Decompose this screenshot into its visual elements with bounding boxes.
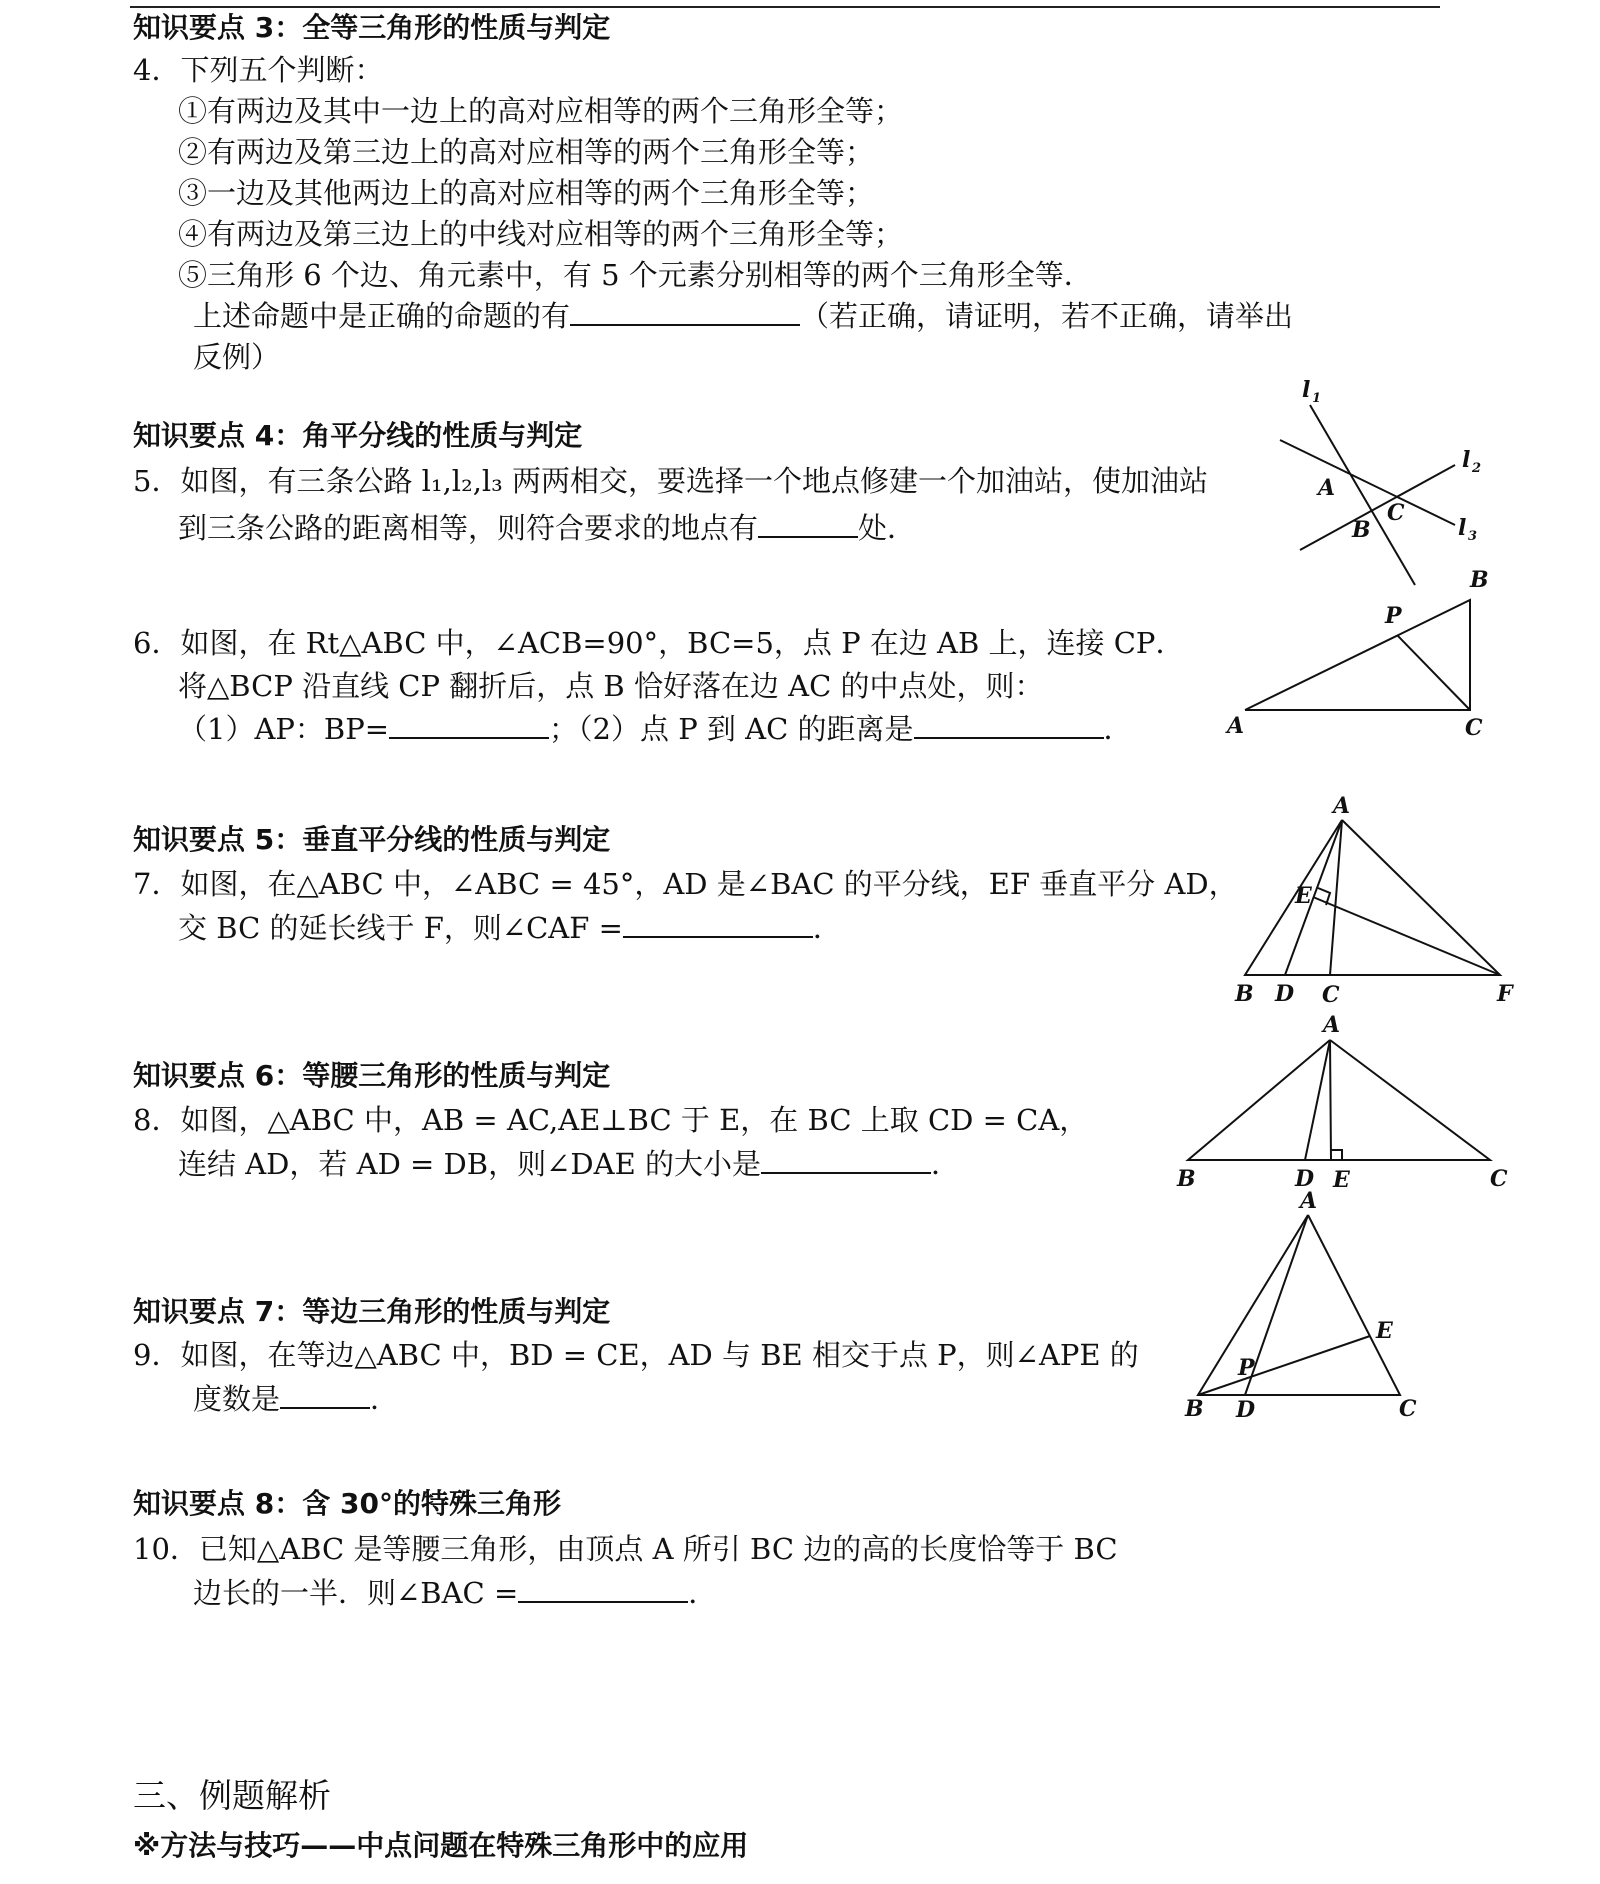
q5-line-2a: 到三条公路的距离相等，则符合要求的地点有 [178,511,759,545]
figure-q9-equilateral-triangle [1180,1188,1430,1423]
label-l2-sub: 2 [1472,461,1482,476]
top-rule [130,6,1440,8]
label-E: E [1376,1318,1393,1344]
label-l3: l [1458,515,1467,541]
q7-line-2 [178,910,842,946]
segment-EF [1313,897,1500,975]
segment-AE [1330,1040,1331,1160]
q9-line-2a: 度数是 [193,1382,281,1416]
label-l3-sub: 3 [1468,529,1478,544]
triangle-ABF [1245,820,1500,975]
q8-answer-blank[interactable] [761,1148,931,1174]
figure-q8-isosceles-triangle [1165,1010,1525,1193]
q10-line-2a: 边长的一半．则∠BAC = [193,1576,519,1610]
q7-answer-blank[interactable] [623,912,813,938]
q5-line-1: 5．如图，有三条公路 l₁,l₂,l₃ 两两相交，要选择一个地点修建一个加油站，使加油站 [133,464,1209,498]
label-B: B [1185,1396,1204,1422]
label-D: D [1295,1166,1315,1192]
label-l2: l [1462,447,1471,473]
q4-item-1: ①有两边及其中一边上的高对应相等的两个三角形全等； [178,94,904,128]
kp5-heading: 知识要点 5：垂直平分线的性质与判定 [133,823,611,856]
label-C: C [1387,500,1405,526]
q5-line-2 [178,510,916,546]
q5-answer-blank[interactable] [758,512,858,538]
triangle-ABC [1188,1040,1490,1160]
right-angle-mark-E [1331,1150,1342,1160]
label-A: A [1300,1188,1318,1214]
label-B: B [1235,981,1254,1007]
label-F: F [1497,981,1513,1007]
q9-answer-blank[interactable] [280,1383,370,1409]
label-l1: l [1302,377,1311,403]
triangle-ABC [1245,600,1470,710]
label-D: D [1275,981,1295,1007]
q6-line-3b: ；（2）点 P 到 AC 的距离是 [549,712,914,746]
q6-line-1: 6．如图，在 Rt△ABC 中，∠ACB=90°，BC=5，点 P 在边 AB 上，连接 CP． [133,626,1185,660]
figure-q6-right-triangle [1215,565,1515,745]
label-A: A [1333,793,1351,819]
q4-item-4: ④有两边及第三边上的中线对应相等的两个三角形全等； [178,217,904,251]
label-A: A [1323,1012,1341,1038]
q10-line-2 [193,1575,717,1611]
label-l1-sub: 1 [1312,391,1322,406]
label-B: B [1470,567,1489,593]
kp8-heading: 知识要点 8：含 30°的特殊三角形 [133,1487,561,1520]
q9-line-2b: ． [370,1382,400,1416]
q4-stem: 4．下列五个判断： [133,53,384,87]
segment-AC [1330,820,1342,975]
label-D: D [1236,1397,1256,1423]
q4-ask-c: 反例） [193,340,281,374]
q4-ask-a: 上述命题中是正确的命题的有 [193,299,571,333]
q8-line-2b: ． [931,1147,961,1181]
q10-answer-blank[interactable] [518,1577,688,1603]
q4-answer-blank[interactable] [570,300,800,326]
q4-item-5: ⑤三角形 6 个边、角元素中，有 5 个元素分别相等的两个三角形全等． [178,258,1093,292]
q4-ask-b: （若正确，请证明，若不正确，请举出 [800,299,1294,333]
segment-CP [1397,635,1470,710]
label-C: C [1322,982,1340,1008]
q7-line-2b: ． [812,911,842,945]
section-3-subtitle: ※方法与技巧——中点问题在特殊三角形中的应用 [133,1829,749,1862]
label-P: P [1385,603,1402,629]
segment-BE [1198,1336,1370,1395]
q6-line-3c: ． [1103,712,1133,746]
q5-line-2b: 处． [858,511,917,545]
q7-line-2a: 交 BC 的延长线于 F，则∠CAF = [178,911,623,945]
q6-line-2: 将△BCP 沿直线 CP 翻折后，点 B 恰好落在边 AC 的中点处，则： [178,669,1044,703]
figure-q5-three-roads [1270,375,1500,595]
label-B: B [1352,517,1371,543]
q6-answer-blank-1[interactable] [389,713,549,739]
label-E: E [1295,883,1312,909]
section-3-title: 三、例题解析 [133,1776,331,1815]
q8-line-1: 8．如图，△ABC 中，AB = AC,AE⊥BC 于 E，在 BC 上取 CD = CA， [133,1103,1089,1137]
kp7-heading: 知识要点 7：等边三角形的性质与判定 [133,1295,611,1328]
label-C: C [1490,1166,1508,1192]
q6-line-3a: （1）AP：BP= [178,712,390,746]
label-P: P [1238,1355,1255,1381]
q6-answer-blank-2[interactable] [914,713,1104,739]
q4-item-2: ②有两边及第三边上的高对应相等的两个三角形全等； [178,135,875,169]
label-C: C [1465,715,1483,741]
q8-line-2 [178,1146,960,1182]
kp4-heading: 知识要点 4：角平分线的性质与判定 [133,419,583,452]
label-A: A [1227,713,1245,739]
label-B: B [1177,1166,1196,1192]
kp6-heading: 知识要点 6：等腰三角形的性质与判定 [133,1059,611,1092]
q9-line-2 [193,1381,399,1417]
q10-line-1: 10．已知△ABC 是等腰三角形，由顶点 A 所引 BC 边的高的长度恰等于 BC [133,1532,1118,1566]
q10-line-2b: ． [688,1576,718,1610]
q6-line-3 [178,711,1133,747]
q8-line-2a: 连结 AD，若 AD = DB，则∠DAE 的大小是 [178,1147,762,1181]
label-A: A [1318,475,1336,501]
kp3-heading: 知识要点 3：全等三角形的性质与判定 [133,11,611,44]
q9-line-1: 9．如图，在等边△ABC 中，BD = CE，AD 与 BE 相交于点 P，则∠APE 的 [133,1338,1139,1372]
q7-line-1: 7．如图，在△ABC 中，∠ABC = 45°，AD 是∠BAC 的平分线，EF 垂直平分 AD， [133,867,1238,901]
label-C: C [1399,1396,1417,1422]
q4-ask-line [193,298,1293,334]
label-E: E [1333,1167,1350,1193]
figure-q7-triangle [1205,795,1535,1010]
q4-item-3: ③一边及其他两边上的高对应相等的两个三角形全等； [178,176,875,210]
